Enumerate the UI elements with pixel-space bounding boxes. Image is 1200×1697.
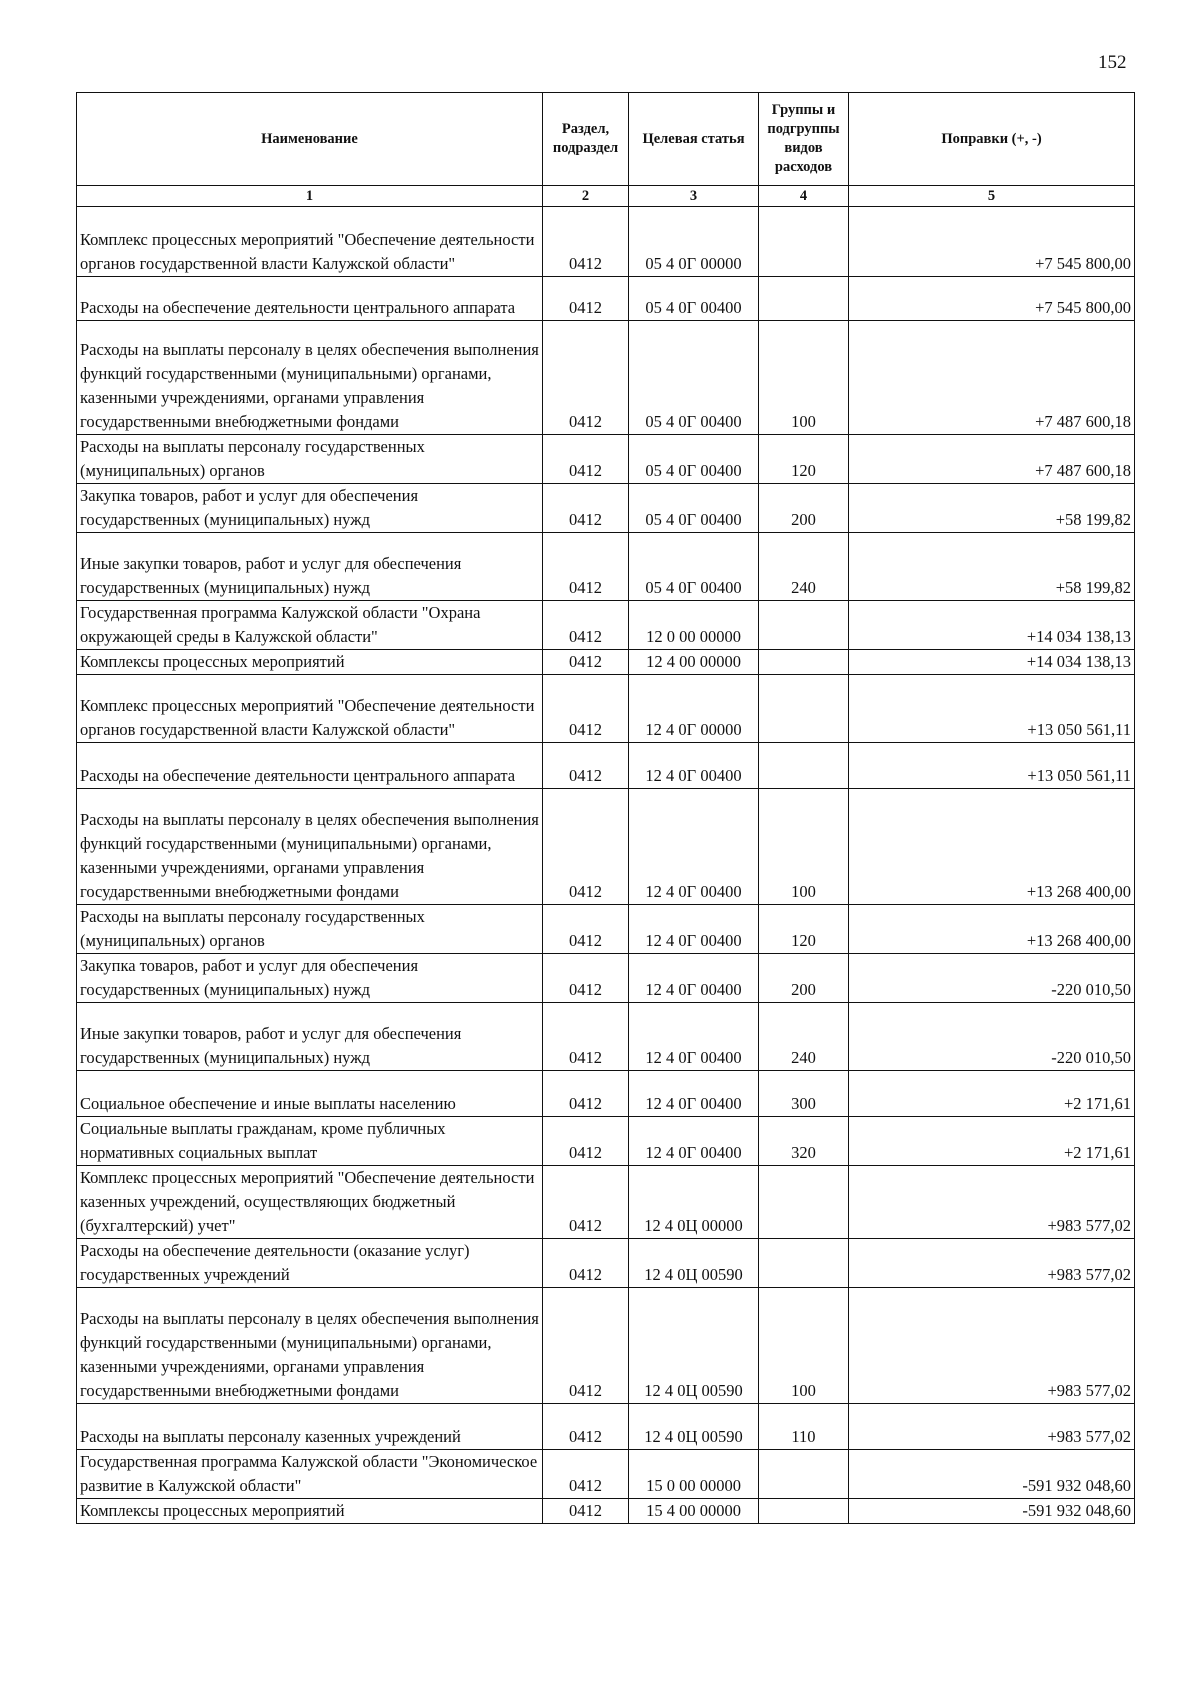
row-amendment-amount: +983 577,02 — [849, 1288, 1135, 1404]
row-target-article: 12 4 0Г 00400 — [629, 905, 759, 954]
row-name: Комплексы процессных мероприятий — [77, 650, 543, 675]
row-section-code: 0412 — [543, 484, 629, 533]
row-name: Комплекс процессных мероприятий "Обеспечение деятельности казенных учреждений, осуществляющих бюджетный (бухгалтерский) учет" — [77, 1166, 543, 1239]
row-amendment-amount: +7 487 600,18 — [849, 321, 1135, 435]
row-name: Расходы на выплаты персоналу государственных (муниципальных) органов — [77, 905, 543, 954]
row-expense-group — [759, 1450, 849, 1499]
budget-amendments-table — [76, 92, 1135, 1524]
row-section-code: 0412 — [543, 321, 629, 435]
row-section-code: 0412 — [543, 954, 629, 1003]
row-name: Комплексы процессных мероприятий — [77, 1499, 543, 1524]
row-amendment-amount: +983 577,02 — [849, 1166, 1135, 1239]
row-target-article: 12 4 0Г 00400 — [629, 954, 759, 1003]
row-expense-group: 120 — [759, 905, 849, 954]
row-amendment-amount: +13 268 400,00 — [849, 905, 1135, 954]
table-row — [77, 1404, 1135, 1450]
row-expense-group — [759, 207, 849, 277]
row-expense-group — [759, 1499, 849, 1524]
row-expense-group — [759, 601, 849, 650]
row-amendment-amount: +13 050 561,11 — [849, 743, 1135, 789]
row-section-code: 0412 — [543, 1003, 629, 1071]
row-name: Государственная программа Калужской области "Охрана окружающей среды в Калужской области" — [77, 601, 543, 650]
row-target-article: 12 4 0Г 00400 — [629, 743, 759, 789]
header-section: Раздел, подраздел — [543, 93, 629, 186]
table-row — [77, 675, 1135, 743]
row-section-code: 0412 — [543, 650, 629, 675]
row-name: Расходы на выплаты персоналу в целях обеспечения выполнения функций государственными (муниципальными) органами, казенными учреждениями, органами управления государственными внебюджетными фондами — [77, 1288, 543, 1404]
row-expense-group: 240 — [759, 1003, 849, 1071]
row-section-code: 0412 — [543, 1450, 629, 1499]
row-expense-group: 320 — [759, 1117, 849, 1166]
row-section-code: 0412 — [543, 1404, 629, 1450]
row-target-article: 12 4 0Г 00400 — [629, 1003, 759, 1071]
row-section-code: 0412 — [543, 675, 629, 743]
row-target-article: 12 4 0Г 00400 — [629, 1071, 759, 1117]
row-section-code: 0412 — [543, 1071, 629, 1117]
row-expense-group: 200 — [759, 484, 849, 533]
row-expense-group: 100 — [759, 1288, 849, 1404]
header-amendment: Поправки (+, -) — [849, 93, 1135, 186]
row-expense-group: 200 — [759, 954, 849, 1003]
table-row — [77, 1450, 1135, 1499]
column-number: 1 — [77, 186, 543, 207]
header-expense-group: Группы и подгруппы видов расходов — [759, 93, 849, 186]
row-amendment-amount: +13 268 400,00 — [849, 789, 1135, 905]
row-section-code: 0412 — [543, 1499, 629, 1524]
row-amendment-amount: +983 577,02 — [849, 1404, 1135, 1450]
row-target-article: 12 4 0Ц 00590 — [629, 1239, 759, 1288]
row-target-article: 12 4 0Ц 00590 — [629, 1288, 759, 1404]
row-target-article: 12 4 0Ц 00590 — [629, 1404, 759, 1450]
row-section-code: 0412 — [543, 601, 629, 650]
row-amendment-amount: -591 932 048,60 — [849, 1450, 1135, 1499]
table-row — [77, 1003, 1135, 1071]
row-name: Иные закупки товаров, работ и услуг для обеспечения государственных (муниципальных) нужд — [77, 1003, 543, 1071]
table-row — [77, 1288, 1135, 1404]
page-number: 152 — [1098, 52, 1127, 73]
table-row — [77, 277, 1135, 321]
row-name: Расходы на выплаты персоналу государственных (муниципальных) органов — [77, 435, 543, 484]
row-expense-group — [759, 743, 849, 789]
row-target-article: 12 0 00 00000 — [629, 601, 759, 650]
row-expense-group: 110 — [759, 1404, 849, 1450]
row-expense-group: 300 — [759, 1071, 849, 1117]
row-name: Расходы на выплаты персоналу в целях обеспечения выполнения функций государственными (муниципальными) органами, казенными учреждениями, органами управления государственными внебюджетными фондами — [77, 321, 543, 435]
row-amendment-amount: +13 050 561,11 — [849, 675, 1135, 743]
row-amendment-amount: +7 545 800,00 — [849, 277, 1135, 321]
row-target-article: 05 4 0Г 00400 — [629, 484, 759, 533]
row-amendment-amount: +7 487 600,18 — [849, 435, 1135, 484]
row-expense-group: 240 — [759, 533, 849, 601]
column-number-row — [77, 186, 1135, 207]
row-amendment-amount: +58 199,82 — [849, 533, 1135, 601]
row-amendment-amount: +2 171,61 — [849, 1117, 1135, 1166]
table-row — [77, 1166, 1135, 1239]
row-name: Расходы на выплаты персоналу в целях обеспечения выполнения функций государственными (муниципальными) органами, казенными учреждениями, органами управления государственными внебюджетными фондами — [77, 789, 543, 905]
row-name: Комплекс процессных мероприятий "Обеспечение деятельности органов государственной власти Калужской области" — [77, 675, 543, 743]
row-name: Расходы на обеспечение деятельности центрального аппарата — [77, 743, 543, 789]
row-section-code: 0412 — [543, 533, 629, 601]
table-row — [77, 1117, 1135, 1166]
row-name: Комплекс процессных мероприятий "Обеспечение деятельности органов государственной власти Калужской области" — [77, 207, 543, 277]
table-row — [77, 484, 1135, 533]
row-section-code: 0412 — [543, 435, 629, 484]
row-name: Расходы на выплаты персоналу казенных учреждений — [77, 1404, 543, 1450]
row-expense-group — [759, 277, 849, 321]
row-section-code: 0412 — [543, 905, 629, 954]
row-name: Иные закупки товаров, работ и услуг для обеспечения государственных (муниципальных) нужд — [77, 533, 543, 601]
column-number: 5 — [849, 186, 1135, 207]
row-amendment-amount: -220 010,50 — [849, 1003, 1135, 1071]
table-row — [77, 954, 1135, 1003]
table-row — [77, 601, 1135, 650]
row-amendment-amount: +983 577,02 — [849, 1239, 1135, 1288]
row-target-article: 12 4 0Г 00400 — [629, 1117, 759, 1166]
row-section-code: 0412 — [543, 789, 629, 905]
table-row — [77, 789, 1135, 905]
column-number: 3 — [629, 186, 759, 207]
row-section-code: 0412 — [543, 743, 629, 789]
header-row — [77, 93, 1135, 186]
row-amendment-amount: +7 545 800,00 — [849, 207, 1135, 277]
table-row — [77, 435, 1135, 484]
row-target-article: 15 0 00 00000 — [629, 1450, 759, 1499]
row-expense-group: 120 — [759, 435, 849, 484]
row-name: Государственная программа Калужской области "Экономическое развитие в Калужской области" — [77, 1450, 543, 1499]
row-name: Социальное обеспечение и иные выплаты населению — [77, 1071, 543, 1117]
row-name: Социальные выплаты гражданам, кроме публичных нормативных социальных выплат — [77, 1117, 543, 1166]
row-amendment-amount: -220 010,50 — [849, 954, 1135, 1003]
table-row — [77, 650, 1135, 675]
row-target-article: 05 4 0Г 00400 — [629, 321, 759, 435]
row-amendment-amount: +14 034 138,13 — [849, 601, 1135, 650]
header-name: Наименование — [77, 93, 543, 186]
row-target-article: 12 4 0Г 00000 — [629, 675, 759, 743]
row-expense-group — [759, 675, 849, 743]
row-target-article: 15 4 00 00000 — [629, 1499, 759, 1524]
row-target-article: 05 4 0Г 00400 — [629, 435, 759, 484]
row-name: Закупка товаров, работ и услуг для обеспечения государственных (муниципальных) нужд — [77, 954, 543, 1003]
table-row — [77, 1499, 1135, 1524]
row-section-code: 0412 — [543, 277, 629, 321]
row-section-code: 0412 — [543, 1239, 629, 1288]
row-amendment-amount: +14 034 138,13 — [849, 650, 1135, 675]
table-row — [77, 1239, 1135, 1288]
row-expense-group: 100 — [759, 321, 849, 435]
row-expense-group — [759, 650, 849, 675]
row-section-code: 0412 — [543, 1117, 629, 1166]
row-expense-group — [759, 1166, 849, 1239]
row-amendment-amount: +2 171,61 — [849, 1071, 1135, 1117]
row-target-article: 12 4 0Ц 00000 — [629, 1166, 759, 1239]
row-name: Расходы на обеспечение деятельности центрального аппарата — [77, 277, 543, 321]
row-target-article: 05 4 0Г 00000 — [629, 207, 759, 277]
row-section-code: 0412 — [543, 207, 629, 277]
row-target-article: 12 4 00 00000 — [629, 650, 759, 675]
row-section-code: 0412 — [543, 1166, 629, 1239]
table-row — [77, 207, 1135, 277]
row-amendment-amount: +58 199,82 — [849, 484, 1135, 533]
row-name: Закупка товаров, работ и услуг для обеспечения государственных (муниципальных) нужд — [77, 484, 543, 533]
row-expense-group — [759, 1239, 849, 1288]
table-row — [77, 533, 1135, 601]
table-row — [77, 1071, 1135, 1117]
table-row — [77, 905, 1135, 954]
row-section-code: 0412 — [543, 1288, 629, 1404]
row-name: Расходы на обеспечение деятельности (оказание услуг) государственных учреждений — [77, 1239, 543, 1288]
row-expense-group: 100 — [759, 789, 849, 905]
table-row — [77, 743, 1135, 789]
column-number: 4 — [759, 186, 849, 207]
row-target-article: 05 4 0Г 00400 — [629, 277, 759, 321]
row-target-article: 05 4 0Г 00400 — [629, 533, 759, 601]
header-target-article: Целевая статья — [629, 93, 759, 186]
table-row — [77, 321, 1135, 435]
row-target-article: 12 4 0Г 00400 — [629, 789, 759, 905]
row-amendment-amount: -591 932 048,60 — [849, 1499, 1135, 1524]
column-number: 2 — [543, 186, 629, 207]
